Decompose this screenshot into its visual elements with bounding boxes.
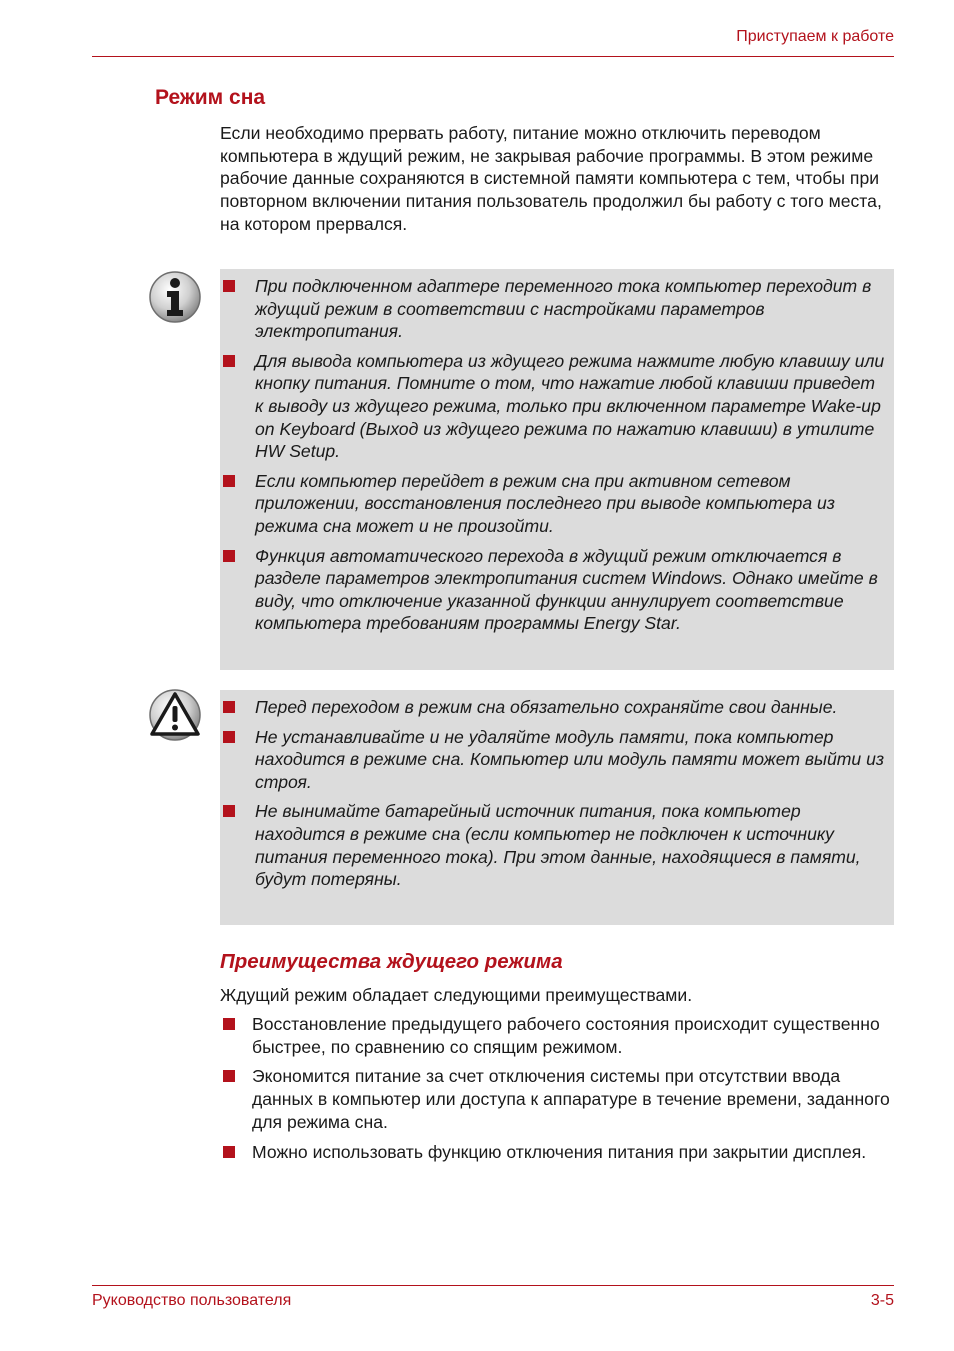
info-icon — [148, 270, 202, 324]
list-item: Экономится питание за счет отключения системы при отсутствии ввода данных в компьютер или доступа к аппаратуре в течение времени, заданного для режима сна. — [220, 1065, 900, 1133]
info-note-item: Если компьютер перейдет в режим сна при активном сетевом приложении, восстановления последнего при выводе компьютера из режима сна может и не произойти. — [220, 470, 888, 538]
bullet-icon — [223, 1146, 235, 1158]
info-note-item: Функция автоматического перехода в ждущий режим отключается в разделе параметров электропитания систем Windows. Однако имейте в виду, что отключение указанной функции аннулирует соответствие компьютера требованиям программы Energy Star. — [220, 545, 888, 635]
info-note — [220, 269, 894, 670]
warning-note — [220, 690, 894, 925]
subsection-intro: Ждущий режим обладает следующими преимуществами. — [220, 985, 693, 1005]
section-title: Режим сна — [155, 86, 266, 109]
warning-note-item: Не устанавливайте и не удаляйте модуль памяти, пока компьютер находится в режиме сна. Компьютер или модуль памяти может выйти из строя. — [220, 726, 888, 794]
bullet-icon — [223, 805, 235, 817]
info-note-item: При подключенном адаптере переменного тока компьютер переходит в ждущий режим в соответствии с настройками параметров электропитания. — [220, 275, 888, 343]
benefits-list — [220, 1013, 900, 1170]
list-item: Можно использовать функцию отключения питания при закрытии дисплея. — [220, 1141, 900, 1164]
header-title: Приступаем к работе — [736, 28, 894, 45]
warning-icon — [148, 688, 202, 742]
bullet-icon — [223, 701, 235, 713]
footer-rule — [92, 1285, 894, 1286]
warning-note-item: Перед переходом в режим сна обязательно сохраняйте свои данные. — [220, 696, 888, 719]
bullet-icon — [223, 1070, 235, 1082]
bullet-icon — [223, 1018, 235, 1030]
subsection-title: Преимущества ждущего режима — [220, 950, 563, 973]
bullet-icon — [223, 280, 235, 292]
footer-title: Руководство пользователя — [92, 1292, 292, 1309]
list-item: Восстановление предыдущего рабочего состояния происходит существенно быстрее, по сравнению со спящим режимом. — [220, 1013, 900, 1058]
info-note-item: Для вывода компьютера из ждущего режима нажмите любую клавишу или кнопку питания. Помните о том, что нажатие любой клавиши приведет к выводу из ждущего режима, только при включенном параметре Wake-up on Keyboard (Выход из ждущего режима по нажатию клавиши) в утилите HW Setup. — [220, 350, 888, 463]
bullet-icon — [223, 475, 235, 487]
header-rule — [92, 56, 894, 57]
page-number: 3-5 — [870, 1292, 894, 1309]
bullet-icon — [223, 731, 235, 743]
section-intro: Если необходимо прервать работу, питание можно отключить переводом компьютера в ждущий режим, не закрывая рабочие программы. В этом режиме рабочие данные сохраняются в системной памяти компьютера с тем, чтобы при повторном включении питания пользователь продолжил бы работу с того места, на котором прервался. — [220, 123, 882, 234]
bullet-icon — [223, 355, 235, 367]
bullet-icon — [223, 550, 235, 562]
warning-note-item: Не вынимайте батарейный источник питания, пока компьютер находится в режиме сна (если компьютер не подключен к источнику питания переменного тока). При этом данные, находящиеся в памяти, будут потеряны. — [220, 800, 888, 890]
